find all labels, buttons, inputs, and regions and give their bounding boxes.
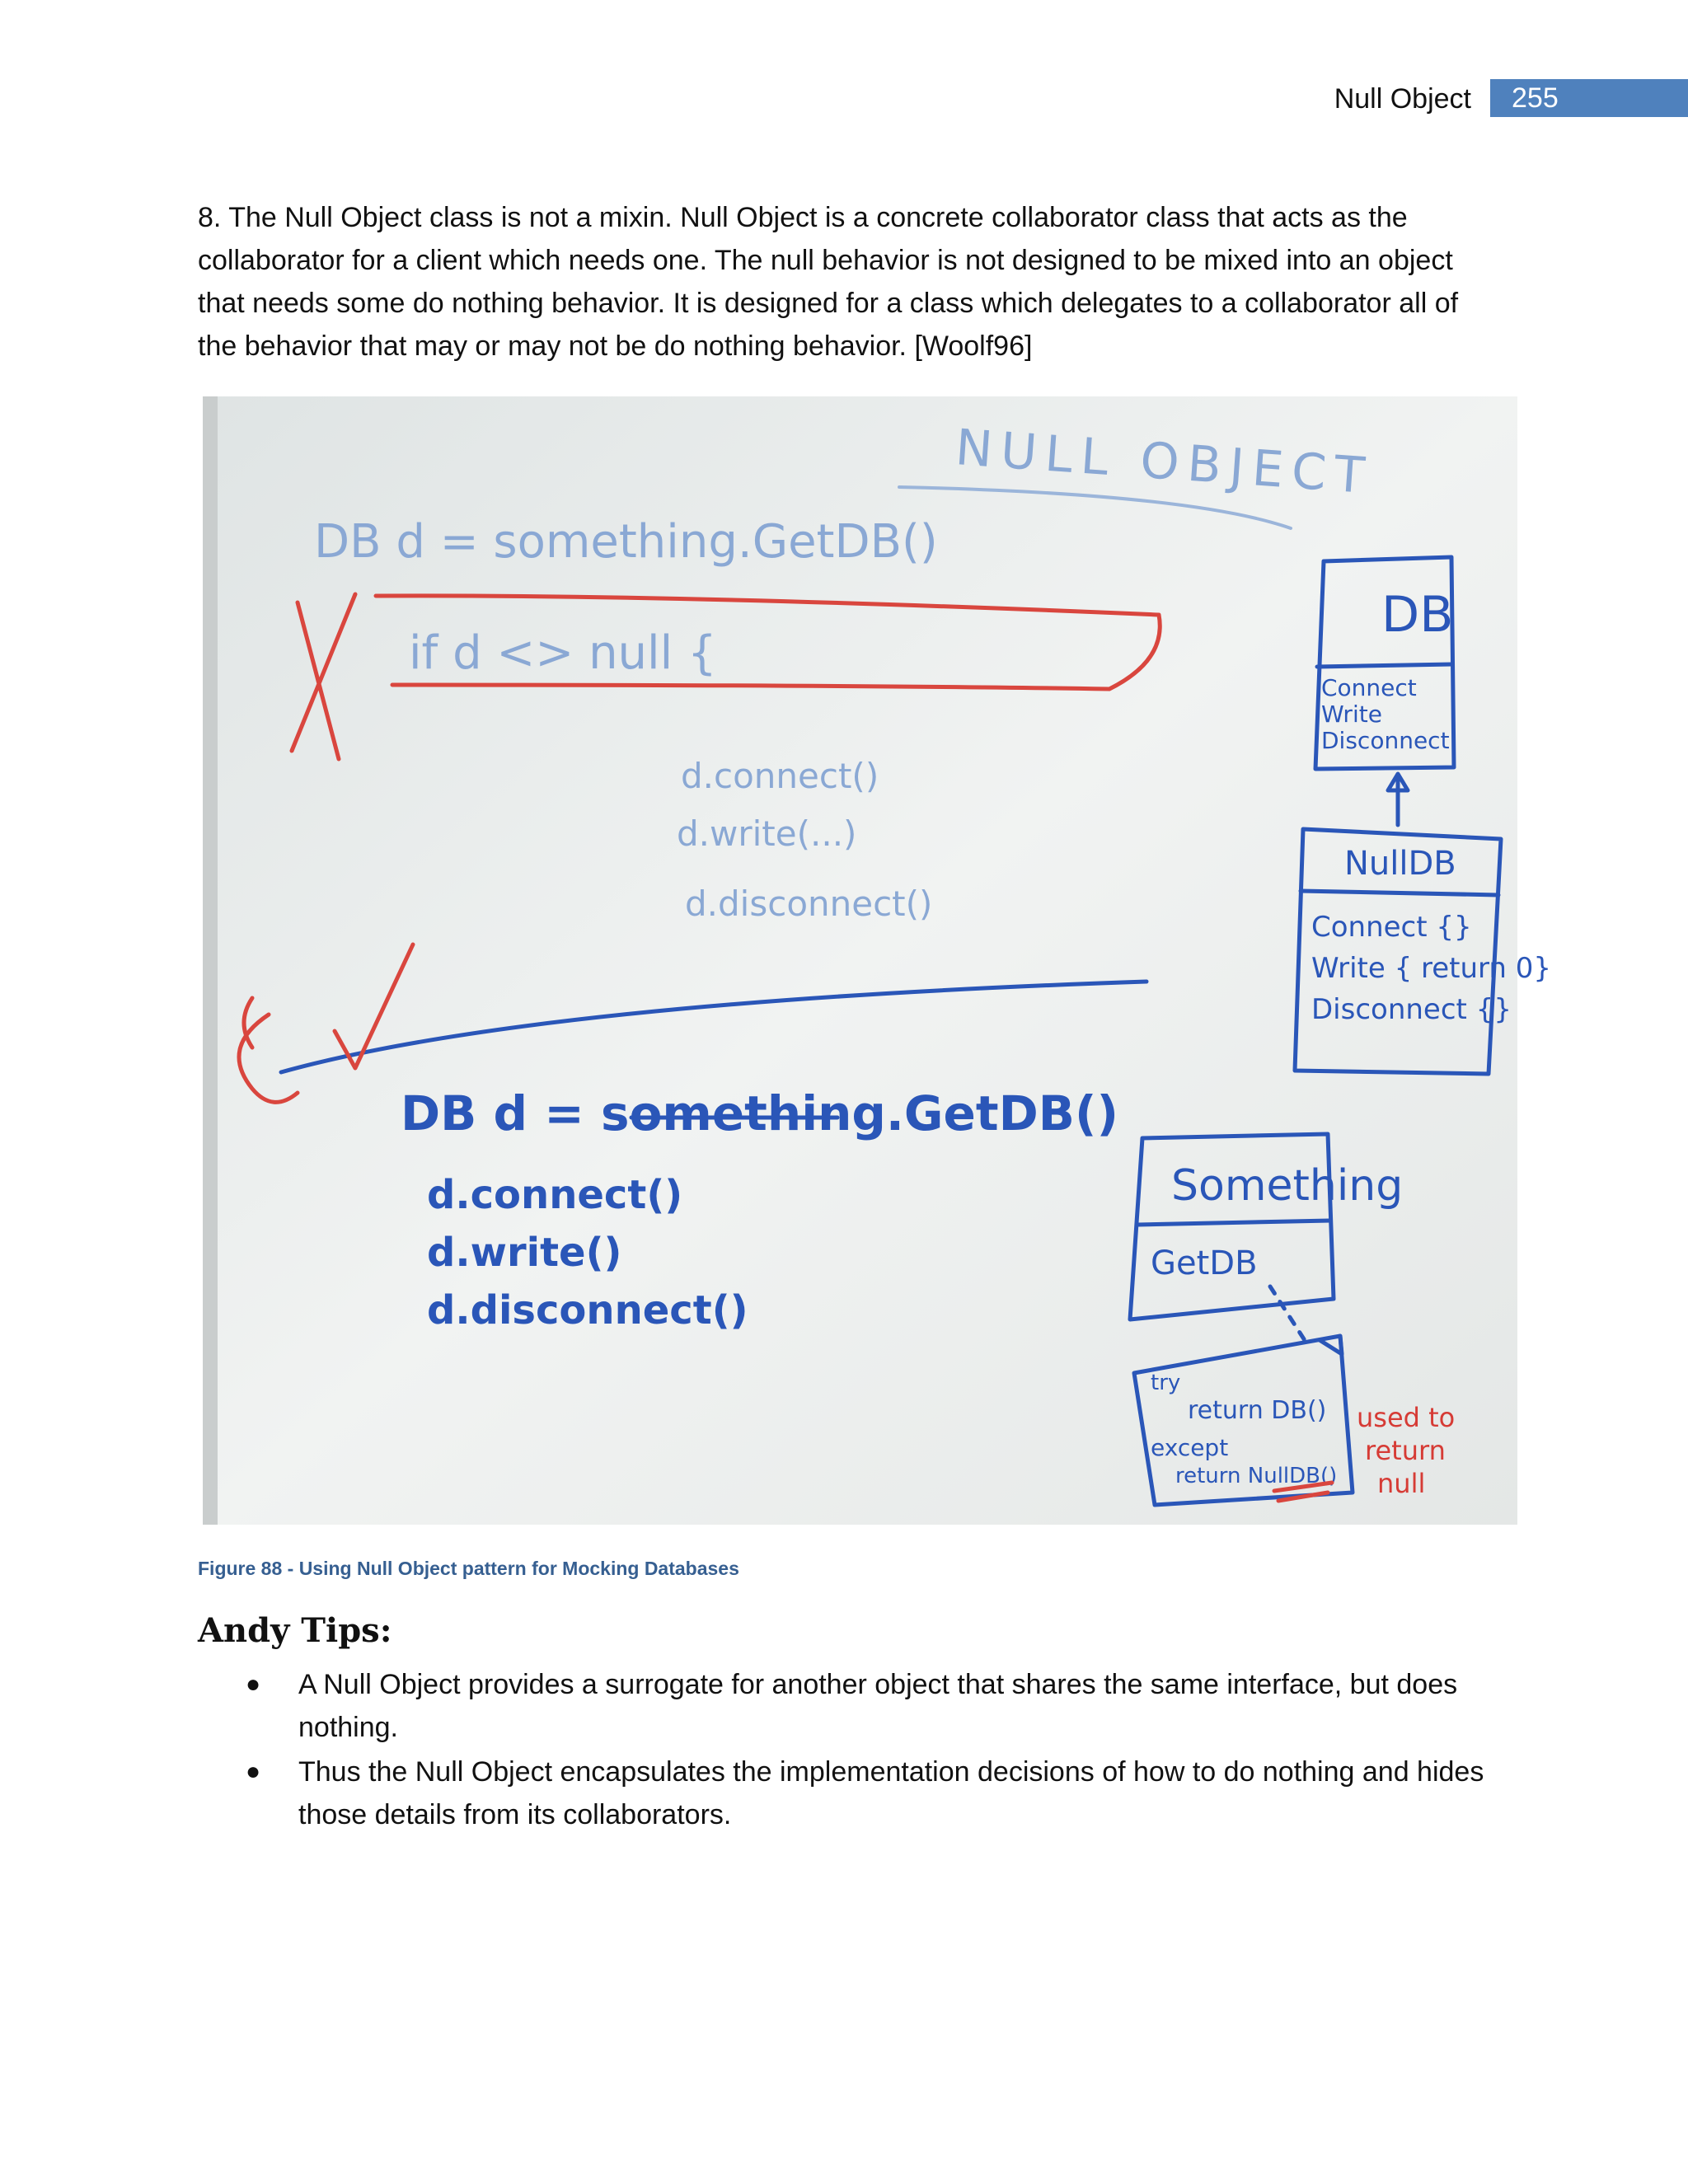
nulldb-member-1: Connect {} bbox=[1311, 911, 1472, 944]
whiteboard-photo bbox=[203, 396, 1552, 1525]
top-code-line-5: d.disconnect() bbox=[685, 883, 933, 924]
whiteboard-drawing bbox=[203, 396, 1552, 1525]
nulldb-class-name: NullDB bbox=[1344, 845, 1456, 883]
bullet-icon: ● bbox=[246, 1671, 261, 1698]
bottom-code-line-3: d.write() bbox=[427, 1230, 622, 1276]
tips-list bbox=[198, 1663, 1517, 1838]
red-note-line-2: return bbox=[1365, 1435, 1446, 1466]
list-item bbox=[198, 1750, 1517, 1836]
tip-text: Thus the Null Object encapsulates the implementation decisions of how to do nothing and hides those details from its collaborators. bbox=[298, 1756, 1484, 1830]
bullet-icon: ● bbox=[246, 1758, 261, 1785]
list-item bbox=[198, 1663, 1517, 1749]
db-member-2: Write bbox=[1321, 701, 1382, 728]
something-class-name: Something bbox=[1171, 1161, 1404, 1211]
nulldb-member-2: Write { return 0} bbox=[1311, 952, 1552, 985]
bottom-code-line-1: DB d = something.GetDB() bbox=[401, 1085, 1118, 1141]
top-code-line-1: DB d = something.GetDB() bbox=[314, 515, 938, 569]
top-code-line-4: d.write(...) bbox=[677, 813, 857, 854]
db-class-divider bbox=[1317, 664, 1452, 667]
red-note-line-1: used to bbox=[1357, 1402, 1456, 1433]
something-member-1: GetDB bbox=[1151, 1244, 1258, 1282]
body-paragraph: 8. The Null Object class is not a mixin. Null Object is a concrete collaborator class that acts as the collaborator for a client which needs one. The null behavior is not designed to be mixed into an object that needs some do nothing behavior. It is designed for a class which delegates to a collaborator all of the behavior that may or may not be do nothing behavior. [Woolf96] bbox=[198, 202, 1459, 362]
bottom-code-line-2: d.connect() bbox=[427, 1172, 683, 1218]
figure-caption: Figure 88 - Using Null Object pattern for Mocking Databases bbox=[198, 1558, 739, 1579]
db-class-name: DB bbox=[1381, 586, 1454, 644]
note-line-3: except bbox=[1151, 1434, 1229, 1461]
board-frame bbox=[203, 396, 218, 1525]
db-member-3: Disconnect bbox=[1321, 727, 1450, 754]
note-line-4: return NullDB() bbox=[1175, 1464, 1338, 1488]
note-line-2: return DB() bbox=[1188, 1396, 1327, 1425]
page-number: 255 bbox=[1490, 79, 1688, 117]
whiteboard-title: NULL OBJECT bbox=[953, 419, 1375, 506]
tips-heading: Andy Tips: bbox=[198, 1611, 392, 1650]
running-header-title: Null Object bbox=[1334, 83, 1471, 115]
tip-text: A Null Object provides a surrogate for another object that shares the same interface, but does nothing. bbox=[298, 1669, 1458, 1743]
top-code-line-3: d.connect() bbox=[681, 756, 879, 796]
note-line-1: try bbox=[1151, 1371, 1181, 1395]
nulldb-member-3: Disconnect {} bbox=[1311, 993, 1512, 1026]
bottom-code-line-4: d.disconnect() bbox=[427, 1287, 748, 1333]
db-member-1: Connect bbox=[1321, 674, 1417, 701]
top-code-line-2: if d <> null { bbox=[409, 626, 717, 680]
red-note-line-3: null bbox=[1377, 1468, 1426, 1499]
